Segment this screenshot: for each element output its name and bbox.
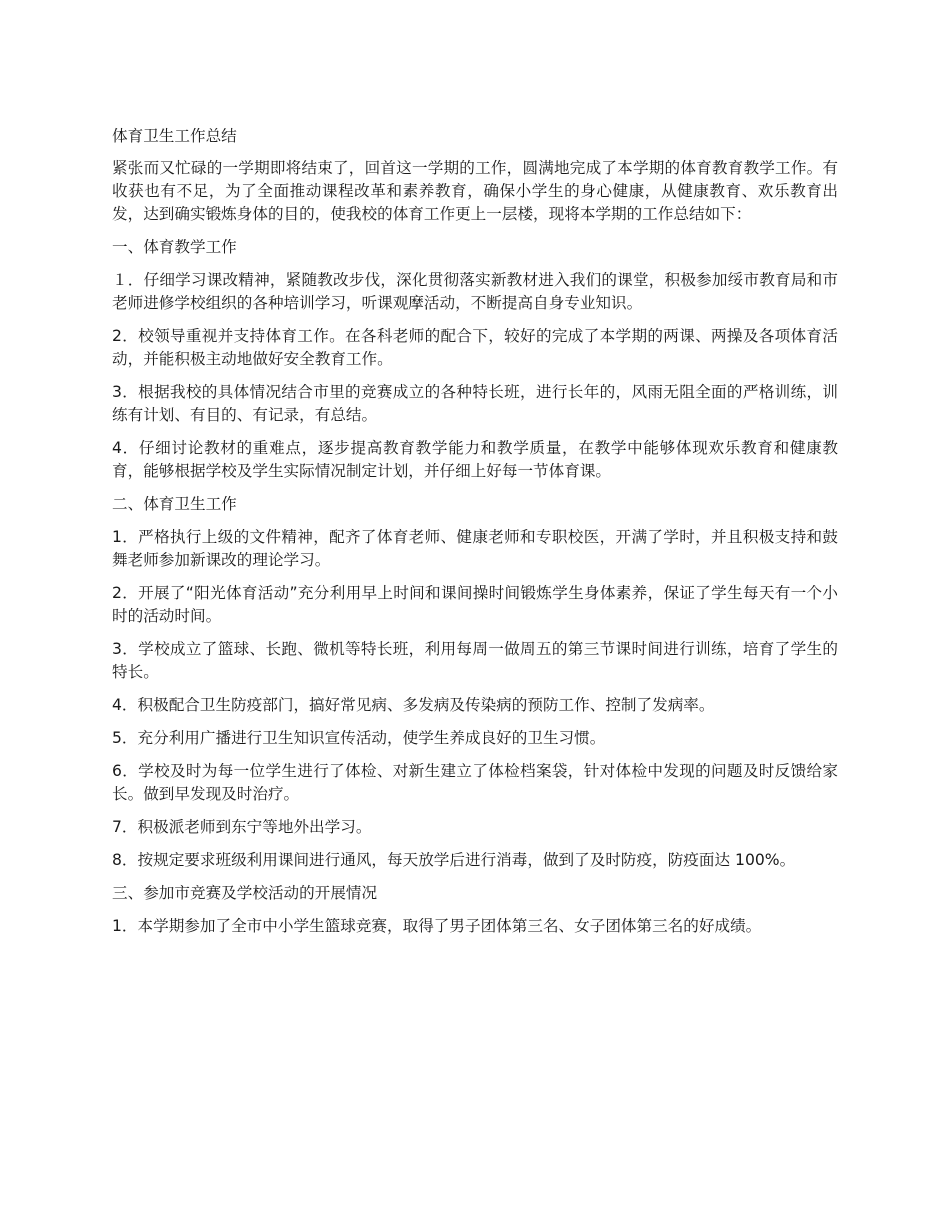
- list-item: 3．根据我校的具体情况结合市里的竞赛成立的各种特长班，进行长年的，风雨无阻全面的严格训练，训练有计划、有目的、有记录，有总结。: [112, 383, 838, 424]
- list-item: 3．学校成立了篮球、长跑、微机等特长班，利用每周一做周五的第三节课时间进行训练，培育了学生的特长。: [112, 640, 838, 681]
- section-competitions: [112, 882, 838, 938]
- list-item: 1．严格执行上级的文件精神，配齐了体育老师、健康老师和专职校医，开满了学时，并且积极支持和鼓舞老师参加新课改的理论学习。: [112, 528, 838, 569]
- section-teaching: [112, 236, 838, 483]
- list-item: 5．充分利用广播进行卫生知识宣传活动，使学生养成良好的卫生习惯。: [112, 729, 606, 747]
- list-item: 6．学校及时为每一位学生进行了体检、对新生建立了体检档案袋，针对体检中发现的问题及时反馈给家长。做到早发现及时治疗。: [112, 762, 838, 803]
- list-item: 1．本学期参加了全市中小学生篮球竞赛，取得了男子团体第三名、女子团体第三名的好成绩。: [112, 917, 762, 935]
- intro-paragraph: 紧张而又忙碌的一学期即将结束了，回首这一学期的工作，圆满地完成了本学期的体育教育教学工作。有收获也有不足，为了全面推动课程改革和素养教育，确保小学生的身心健康，从健康教育、欢乐教育出发，达到确实锻炼身体的目的，使我校的体育工作更上一层楼，现将本学期的工作总结如下：: [112, 159, 838, 223]
- list-item: 2．开展了“阳光体育活动”充分利用早上时间和课间操时间锻炼学生身体素养，保证了学生每天有一个小时的活动时间。: [112, 584, 838, 625]
- list-item: 2．校领导重视并支持体育工作。在各科老师的配合下，较好的完成了本学期的两课、两操及各项体育活动，并能积极主动地做好安全教育工作。: [112, 327, 838, 368]
- section-heading: 一、体育教学工作: [112, 238, 237, 256]
- list-item: 7．积极派老师到东宁等地外出学习。: [112, 818, 372, 836]
- list-item: 8．按规定要求班级利用课间进行通风，每天放学后进行消毒，做到了及时防疫，防疫面达 100%。: [112, 851, 796, 869]
- list-item: 4．积极配合卫生防疫部门，搞好常见病、多发病及传染病的预防工作、控制了发病率。: [112, 696, 715, 714]
- document-title: 体育卫生工作总结: [112, 127, 237, 145]
- section-heading: 二、体育卫生工作: [112, 495, 237, 513]
- list-item: 4．仔细讨论教材的重难点，逐步提高教育教学能力和教学质量，在教学中能够体现欢乐教育和健康教育，能够根据学校及学生实际情况制定计划，并仔细上好每一节体育课。: [112, 439, 838, 480]
- document-page: [112, 124, 838, 948]
- section-hygiene: [112, 493, 838, 872]
- list-item: １．仔细学习课改精神，紧随教改步伐，深化贯彻落实新教材进入我们的课堂，积极参加绥市教育局和市老师进修学校组织的各种培训学习，听课观摩活动，不断提高自身专业知识。: [112, 271, 838, 312]
- section-heading: 三、参加市竞赛及学校活动的开展情况: [112, 884, 378, 902]
